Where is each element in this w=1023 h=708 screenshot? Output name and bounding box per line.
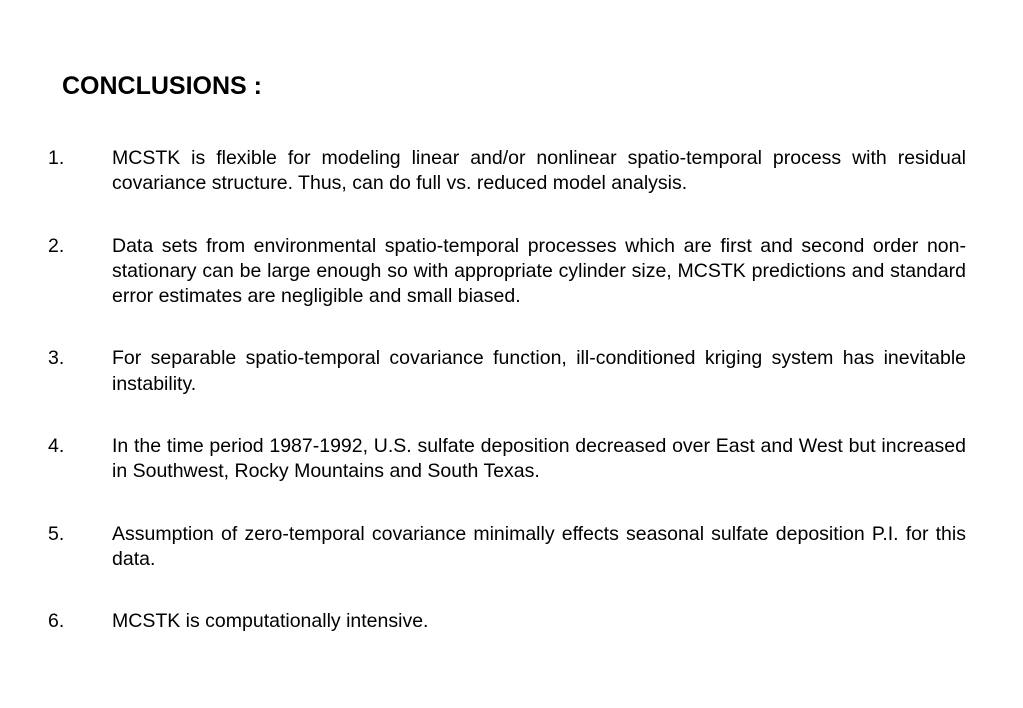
item-number: 6. [48,610,65,633]
item-number: 3. [48,347,65,370]
item-text: Assumption of zero-temporal covariance minimally effects seasonal sulfate deposition P.I. for this data. [112,522,966,570]
item-text: MCSTK is flexible for modeling linear and/or nonlinear spatio-temporal process with residual covariance structure. Thus, can do full vs. reduced model analysis. [112,147,966,195]
list-item [48,609,966,634]
list-item [48,234,966,310]
list-item [48,522,966,573]
item-number: 2. [48,234,65,257]
item-number: 1. [48,147,65,169]
list-item [48,346,966,397]
list-item [48,434,966,485]
item-number: 5. [48,522,65,545]
slide-title: CONCLUSIONS : [62,72,262,100]
list-item [48,146,966,197]
item-number: 4. [48,435,65,458]
item-text: In the time period 1987-1992, U.S. sulfate deposition decreased over East and West but increased in Southwest, Rocky Mountains and South Texas. [112,435,966,483]
item-text: For separable spatio-temporal covariance function, ill-conditioned kriging system has inevitable instability. [112,347,966,395]
item-text: MCSTK is computationally intensive. [112,610,429,633]
conclusions-list [48,146,966,635]
item-text: Data sets from environmental spatio-temporal processes which are first and second order non-stationary can be large enough so with appropriate cylinder size, MCSTK predictions and standard error estimates are negligible and small biased. [112,234,966,308]
